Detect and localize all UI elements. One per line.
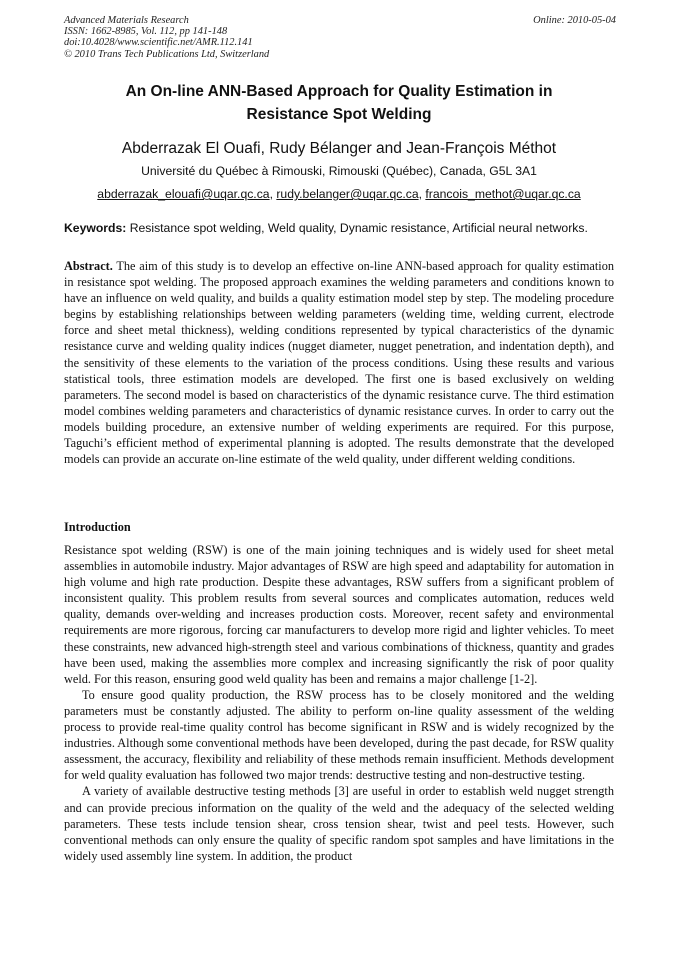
email-link-1[interactable]: abderrazak_elouafi@uqar.qc.ca <box>97 187 270 201</box>
paragraph: Resistance spot welding (RSW) is one of the main joining techniques and is widely used for sheet metal assemblies in automobile industry. Major advantages of RSW are high speed and adaptability for automation in high volume and high rate production. Despite these advantages, RSW suffers from a significant problem of inconsistent quality. This problem results from several sources and complicates automation, reduces weld quality, demands over-welding and increases production costs. Moreover, recent safety and environmental requirements are more rigorous, forcing car manufacturers to develop more rigid and lighter vehicles. To meet these constraints, new advanced high-strength steel and various combinations of thickness, quantity and grades have been used, making the assemblies more complex and increasing significantly the risk of poor quality weld. For this reason, ensuring good weld quality has been and remains a major challenge [1-2]. <box>64 543 614 686</box>
abstract <box>64 258 614 467</box>
paper-title <box>64 80 614 126</box>
abstract-text: The aim of this study is to develop an effective on-line ANN-based approach for quality estimation in resistance spot welding. The proposed approach examines the welding parameters and conditions known to have an influence on weld quality, and builds a quality estimation model step by step. The modeling procedure begins by establishing relationships between welding parameters (welding time, welding current, electrode force and sheet metal thickness), welding conditions represented by typical characteristics of the dynamic resistance curve and welding quality indices (nugget diameter, nugget penetration, and indentation depth), and the sensitivity of these elements to the variation of the process conditions. Using these results and various statistical tools, three estimation models are developed. The first one is based exclusively on welding parameters. The second model is based on characteristics of the dynamic resistance curve. The third estimation model combines welding parameters and characteristics of dynamic resistance curves. In order to carry out the models building procedure, an extensive number of welding experiments are required. For this purpose, Taguchi’s efficient method of experimental planning is adopted. The results demonstrate that the developed models can provide an accurate on-line estimate of the weld quality, under different welding conditions. <box>64 259 614 467</box>
title-line-2: Resistance Spot Welding <box>246 106 432 123</box>
keywords-label: Keywords: <box>64 221 127 235</box>
online-date: Online: 2010-05-04 <box>533 15 616 26</box>
email-link-3[interactable]: francois_methot@uqar.qc.ca <box>425 187 581 201</box>
introduction-body <box>64 542 614 864</box>
author-emails <box>64 186 614 202</box>
issn-line: ISSN: 1662-8985, Vol. 112, pp 141-148 <box>64 26 228 38</box>
abstract-label: Abstract. <box>64 259 113 273</box>
copyright-line: © 2010 Trans Tech Publications Ltd, Switzerland <box>64 48 270 60</box>
title-line-1: An On-line ANN-Based Approach for Quality Estimation in <box>125 83 553 100</box>
email-link-2[interactable]: rudy.belanger@uqar.qc.ca <box>276 187 419 201</box>
email-separator: , <box>418 187 426 201</box>
paragraph: A variety of available destructive testing methods [3] are useful in order to establish weld nugget strength and can provide precious information on the quality of the weld and the adequacy of the selected welding parameters. These tests include tension shear, cross tension shear, twist and peel tests. However, such conventional methods can only ensure the quality of specific random spot samples and have limitations in the widely used assembly line system. In addition, the product <box>64 784 614 863</box>
email-separator: , <box>269 187 277 201</box>
affiliation: Université du Québec à Rimouski, Rimouski (Québec), Canada, G5L 3A1 <box>141 164 537 178</box>
doi-line: doi:10.4028/www.scientific.net/AMR.112.141 <box>64 37 253 49</box>
section-heading-introduction: Introduction <box>64 520 131 534</box>
keywords-text: Resistance spot welding, Weld quality, Dynamic resistance, Artificial neural networks. <box>126 221 588 235</box>
keywords <box>64 220 616 236</box>
journal-header <box>64 15 616 60</box>
paragraph: To ensure good quality production, the RSW process has to be closely monitored and the welding parameters must be constantly adjusted. The ability to perform on-line quality assessment of the welding process to provide real-time quality control has become significant in RSW and is widely recognized by the industries. Although some conventional methods have been developed, during the past decade, for RSW quality assessment, the accuracy, flexibility and reliability of these methods remain insufficient. Methods development for weld quality evaluation has followed two major trends: destructive testing and non-destructive testing. <box>64 687 614 783</box>
authors: Abderrazak El Ouafi, Rudy Bélanger and Jean-François Méthot <box>121 140 557 157</box>
journal-name: Advanced Materials Research <box>64 15 189 26</box>
